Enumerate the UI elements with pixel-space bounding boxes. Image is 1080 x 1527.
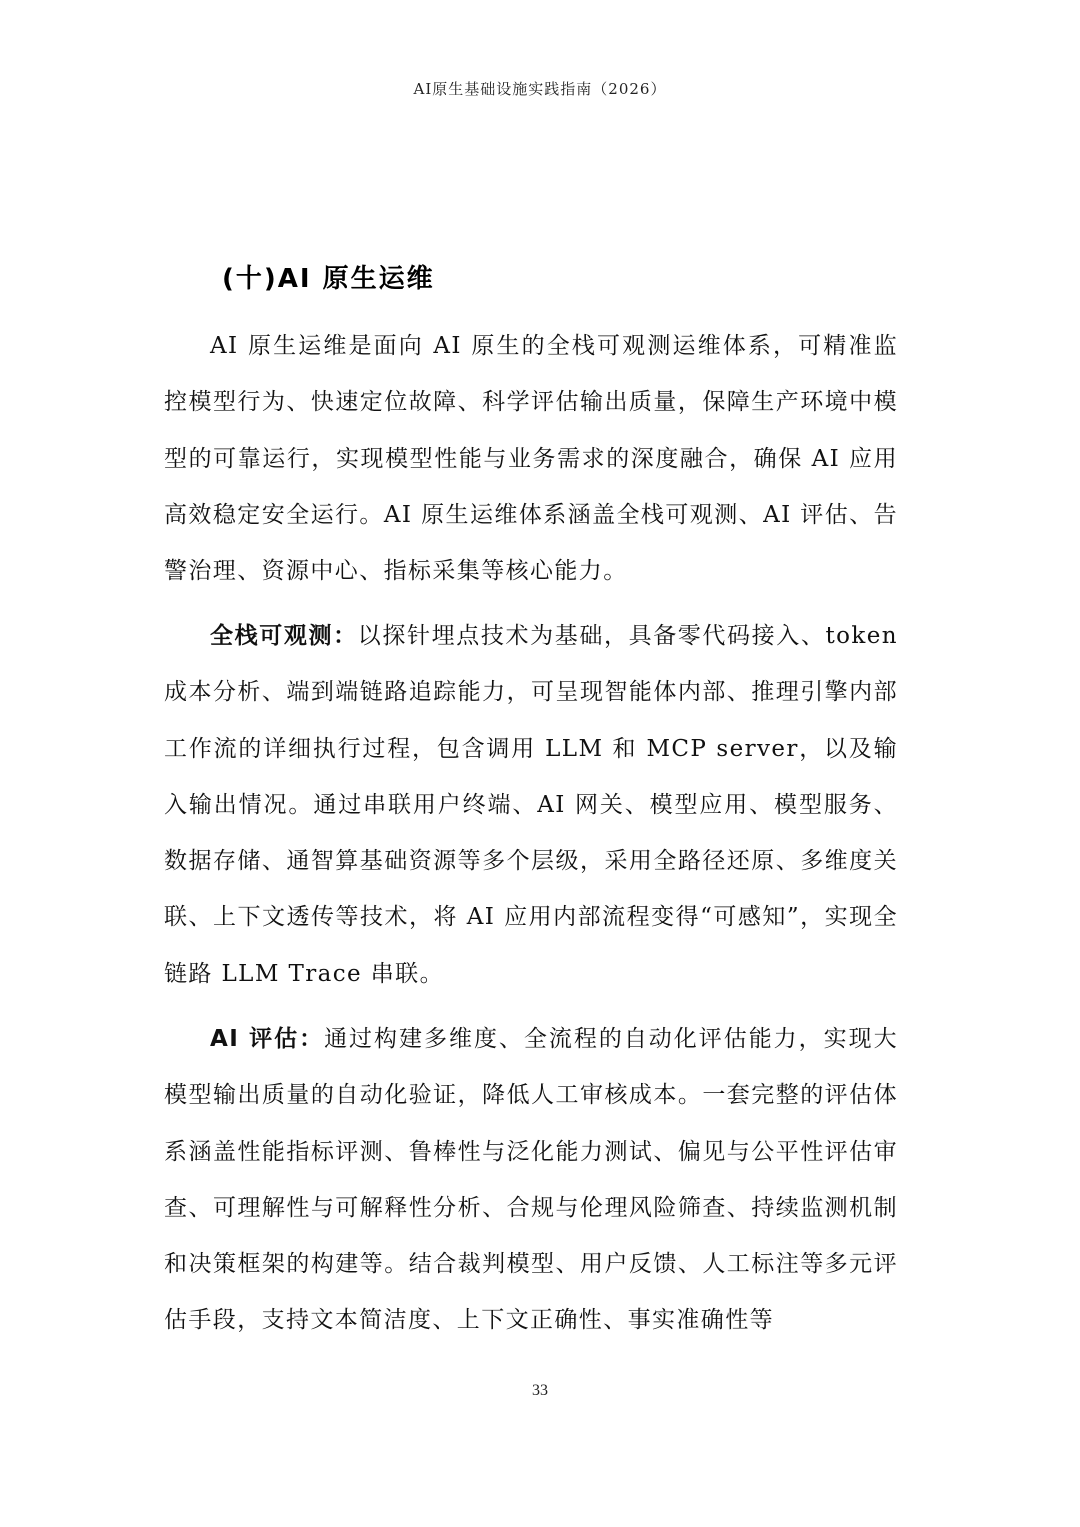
page-number: 33 (532, 1382, 548, 1399)
paragraph-text: 通过构建多维度、全流程的自动化评估能力，实现大模型输出质量的自动化验证，降低人工审核成本。一套完整的评估体系涵盖性能指标评测、鲁棒性与泛化能力测试、偏见与公平性评估审查、可理解性与可解释性分析、合规与伦理风险筛查、持续监测机制和决策框架的构建等。结合裁判模型、用户反馈、人工标注等多元评估手段，支持文本简洁度、上下文正确性、事实准确性等 (164, 1026, 898, 1334)
paragraph-ai-evaluation (164, 1011, 898, 1349)
running-header: AI原生基础设施实践指南（2026） (413, 80, 667, 98)
paragraph-text: 以探针埋点技术为基础，具备零代码接入、token 成本分析、端到端链路追踪能力，可呈现智能体内部、推理引擎内部工作流的详细执行过程，包含调用 LLM 和 MCP server，以及输入输出情况。通过串联用户终端、AI 网关、模型应用、模型服务、数据存储、通智算基础资源等多个层级，采用全路径还原、多维度关联、上下文透传等技术，将 AI 应用内部流程变得“可感知”，实现全链路 LLM Trace 串联。 (164, 623, 898, 987)
paragraph-intro (164, 318, 898, 599)
paragraph-lead: 全栈可观测： (210, 623, 358, 649)
paragraph-lead: AI 评估： (210, 1026, 325, 1052)
paragraph-text: AI 原生运维是面向 AI 原生的全栈可观测运维体系，可精准监控模型行为、快速定位故障、科学评估输出质量，保障生产环境中模型的可靠运行，实现模型性能与业务需求的深度融合，确保 AI 应用高效稳定安全运行。AI 原生运维体系涵盖全栈可观测、AI 评估、告警治理、资源中心、指标采集等核心能力。 (164, 333, 898, 585)
section-heading: (十)AI 原生运维 (222, 264, 435, 294)
paragraph-full-stack-observability (164, 608, 898, 1002)
